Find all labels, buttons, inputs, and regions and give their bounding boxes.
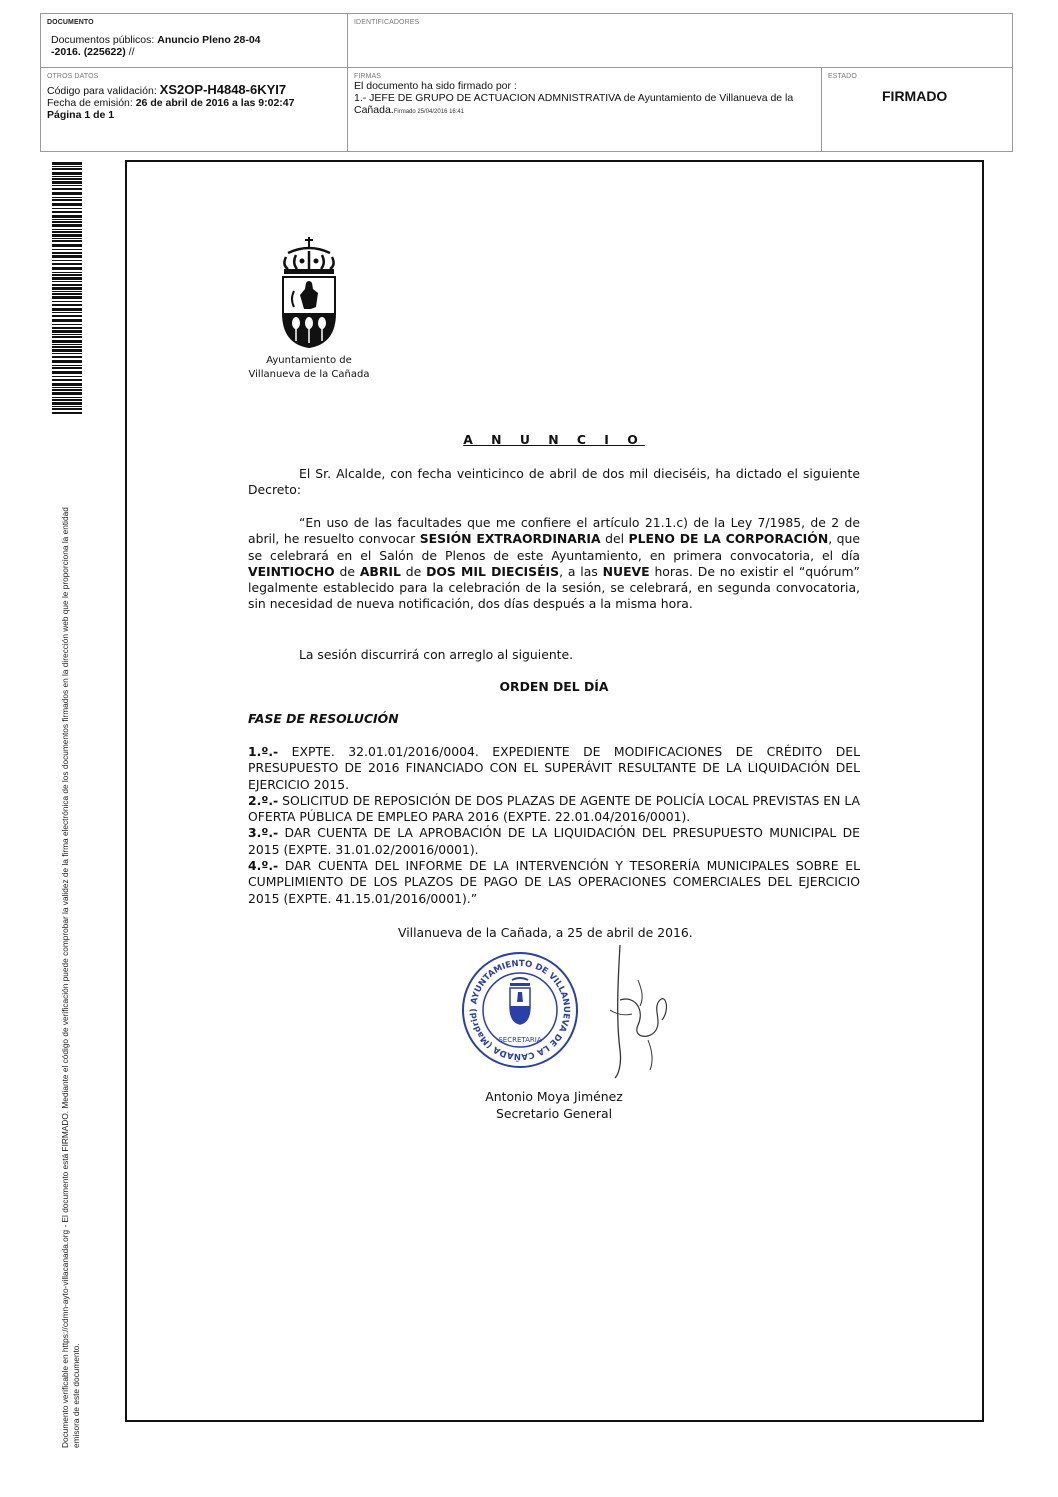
anuncio-title-block [248, 432, 860, 448]
barcode-bar [52, 240, 82, 242]
barcode-bar [52, 166, 82, 167]
svg-text:SECRETARIA: SECRETARIA [498, 1036, 542, 1044]
intro-paragraph: El Sr. Alcalde, con fecha veinticinco de abril de dos mil dieciséis, ha dictado el siguiente Decreto: [248, 466, 860, 498]
side-text-line-1: Documento verificable en https://cdmn-ayto-villacanada.org - El documento está FIRMADO. Mediante el código de verificación puede comprobar la validez de la firma electrónica de los documentos firmados en la dirección web que le proporciona la entidad [60, 507, 70, 1448]
barcode-bar [52, 291, 82, 292]
barcode-bar [52, 274, 82, 276]
barcode-bar [52, 371, 82, 374]
barcode-bar [52, 408, 82, 410]
anuncio-title: A N U N C I O [463, 432, 645, 447]
barcode-bar [52, 197, 82, 198]
barcode-bar [52, 203, 82, 206]
barcode-bar [52, 365, 82, 366]
sesion-type: SESIÓN EXTRAORDINARIA [419, 531, 601, 547]
barcode-bar [52, 356, 82, 358]
verification-side-text [60, 438, 81, 1448]
fase-heading: FASE DE RESOLUCIÓN [248, 711, 399, 726]
firmas-line-1: El documento ha sido firmado por : [354, 80, 517, 92]
barcode-bar [52, 238, 82, 239]
decreto-paragraph: “En uso de las facultades que me confiere el artículo 21.1.c) de la Ley 7/1985, de 2 de abril, he resuelto convocar SESIÓN EXTRAORDINARIA del PLENO DE LA CORPORACIÓN, que se celebrará en el Salón de Plenos de este Ayuntamiento, en primera convocatoria, el día VEINTIOCHO de ABRIL de DOS MIL DIECISÉIS, a las NUEVE horas. De no existir el “quórum” legalmente establecido para la celebración de la sesión, se celebrará, en segunda convocatoria, sin necesidad de nueva notificación, dos días después a la misma hora. [248, 515, 860, 612]
barcode-bar [52, 315, 82, 317]
barcode-bar [52, 249, 82, 250]
estado-value: FIRMADO [882, 88, 948, 104]
firmas-line-3: Cañada.Firmado 25/04/2016 16:41 [354, 104, 465, 116]
estado-cell [822, 68, 1012, 151]
barcode-bar [52, 312, 82, 313]
barcode-bar [52, 219, 82, 220]
validation-code[interactable]: XS2OP-H4848-6KYI7 [159, 82, 287, 97]
barcode-bar [52, 296, 82, 299]
barcode-bar [52, 277, 82, 280]
barcode-bar [52, 301, 82, 302]
organization-name: Ayuntamiento de Villanueva de la Cañada [248, 355, 370, 380]
page-count: Página 1 de 1 [47, 109, 115, 121]
validation-code-line: Código para validación: XS2OP-H4848-6KYI7 [47, 82, 287, 97]
barcode-bar [52, 255, 82, 258]
emission-date: 26 de abril de 2016 a las 9:02:47 [135, 97, 295, 109]
estado-label: ESTADO [828, 73, 857, 80]
barcode-bar [52, 304, 82, 306]
barcode-bar [52, 336, 82, 338]
barcode-bar [52, 330, 82, 333]
barcode-bar [52, 281, 82, 282]
barcode-bar [52, 234, 82, 237]
identificadores-cell [348, 14, 1012, 68]
barcode-bar [52, 293, 82, 295]
barcode-bar [52, 284, 82, 286]
barcode-bar [52, 392, 82, 395]
barcode-bar [52, 231, 82, 233]
barcode-bar [52, 334, 82, 335]
barcode-bar [52, 181, 82, 184]
firmas-line-2: 1.- JEFE DE GRUPO DE ACTUACION ADMNISTRATIVA de Ayuntamiento de Villanueva de la [354, 92, 794, 104]
barcode-bar [52, 360, 82, 363]
barcode-bar [52, 178, 82, 180]
svg-text:AYUNTAMIENTO DE VILLANUEVA DE: AYUNTAMIENTO DE VILLANUEVA DE LA CAÑADA (Madrid) [468, 958, 572, 1062]
firmas-cell [348, 68, 822, 151]
firmado-timestamp: Firmado 25/04/2016 16:41 [393, 109, 465, 115]
barcode-bar [52, 319, 82, 322]
emission-date-line: Fecha de emisión: 26 de abril de 2016 a las 9:02:47 [47, 97, 295, 109]
barcode-bar [52, 397, 82, 398]
barcode-bar [52, 162, 82, 165]
barcode-bar [52, 244, 82, 247]
official-seal-icon [460, 950, 580, 1070]
barcode-icon [52, 162, 82, 414]
agenda-item: 2.º.- SOLICITUD DE REPOSICIÓN DE DOS PLAZAS DE AGENTE DE POLICÍA LOCAL PREVISTAS EN LA OFERTA PÚBLICA DE EMPLEO PARA 2016 (EXPTE. 22.01.04/2016/0001). [248, 792, 860, 825]
otros-datos-cell [41, 68, 348, 151]
agenda-item: 3.º.- DAR CUENTA DE LA APROBACIÓN DE LA LIQUIDACIÓN DEL PRESUPUESTO MUNICIPAL DE 2015 (EXPTE. 31.01.02/20016/0001). [248, 825, 860, 857]
agenda-item: 4.º.- DAR CUENTA DEL INFORME DE LA INTERVENCIÓN Y TESORERÍA MUNICIPALES SOBRE EL CUMPLIMIENTO DE LOS PLAZOS DE PAGO DE LAS OPERACIONES COMERCIALES DEL EJERCICIO 2015 (EXPTE. 41.15.01/2016/0001).” [248, 858, 860, 906]
barcode-bar [52, 272, 82, 273]
document-header-table [40, 13, 1013, 152]
barcode-bar [52, 367, 82, 369]
barcode-bar [52, 215, 82, 218]
signer-block [440, 1089, 668, 1122]
barcode-bar [52, 399, 82, 401]
firmas-label: FIRMAS [354, 73, 382, 80]
identificadores-label: IDENTIFICADORES [354, 19, 420, 26]
barcode-bar [52, 383, 82, 386]
signer-name: Antonio Moya Jiménez [485, 1089, 623, 1104]
barcode-bar [52, 252, 82, 254]
barcode-bar [52, 346, 82, 348]
place-date: Villanueva de la Cañada, a 25 de abril de 2016. [398, 925, 693, 940]
barcode-bar [52, 176, 82, 177]
barcode-bar [52, 211, 82, 213]
barcode-bar [52, 199, 82, 201]
signer-role: Secretario General [495, 1105, 613, 1121]
documento-description: Documentos públicos: Anuncio Pleno 28-04 -2016. (225622) // [51, 34, 261, 58]
otros-datos-label: OTROS DATOS [47, 73, 99, 80]
barcode-bar [52, 260, 82, 261]
barcode-bar [52, 379, 82, 381]
barcode-bar [52, 353, 82, 354]
barcode-bar [52, 221, 82, 223]
barcode-bar [52, 188, 82, 190]
barcode-bar [52, 349, 82, 352]
barcode-bar [52, 406, 82, 407]
barcode-bar [52, 172, 82, 175]
barcode-bar [52, 387, 82, 388]
municipal-crest-icon [278, 235, 340, 350]
agenda-list [248, 744, 860, 907]
barcode-bar [52, 224, 82, 227]
barcode-bar [52, 267, 82, 270]
barcode-bar [52, 327, 82, 329]
barcode-bar [52, 168, 82, 170]
barcode-bar [52, 344, 82, 345]
barcode-bar [52, 376, 82, 377]
barcode-bar [52, 287, 82, 290]
barcode-bar [52, 412, 82, 414]
documento-title: Anuncio Pleno 28-04 [157, 34, 261, 46]
orden-del-dia-title: ORDEN DEL DÍA [499, 679, 609, 694]
barcode-bar [52, 263, 82, 265]
barcode-bar [52, 402, 82, 405]
barcode-bar [52, 208, 82, 209]
barcode-bar [52, 389, 82, 391]
barcode-bar [52, 308, 82, 311]
barcode-bar [52, 192, 82, 195]
side-text-line-2: emisora de este documento. [70, 1343, 81, 1448]
barcode-bar [52, 340, 82, 343]
agenda-item: 1.º.- EXPTE. 32.01.01/2016/0004. EXPEDIENTE DE MODIFICACIONES DE CRÉDITO DEL PRESUPUESTO DE 2016 FINANCIADO CON EL SUPERÁVIT RESULTANTE DE LA LIQUIDACIÓN DEL EJERCICIO 2015. [248, 744, 860, 792]
barcode-bar [52, 229, 82, 230]
documento-label: DOCUMENTO [47, 19, 94, 26]
sesion-paragraph: La sesión discurrirá con arreglo al siguiente. [299, 647, 574, 662]
barcode-bar [52, 324, 82, 325]
barcode-bar [52, 185, 82, 186]
handwritten-signature-icon [590, 940, 680, 1080]
documento-cell [41, 14, 348, 68]
